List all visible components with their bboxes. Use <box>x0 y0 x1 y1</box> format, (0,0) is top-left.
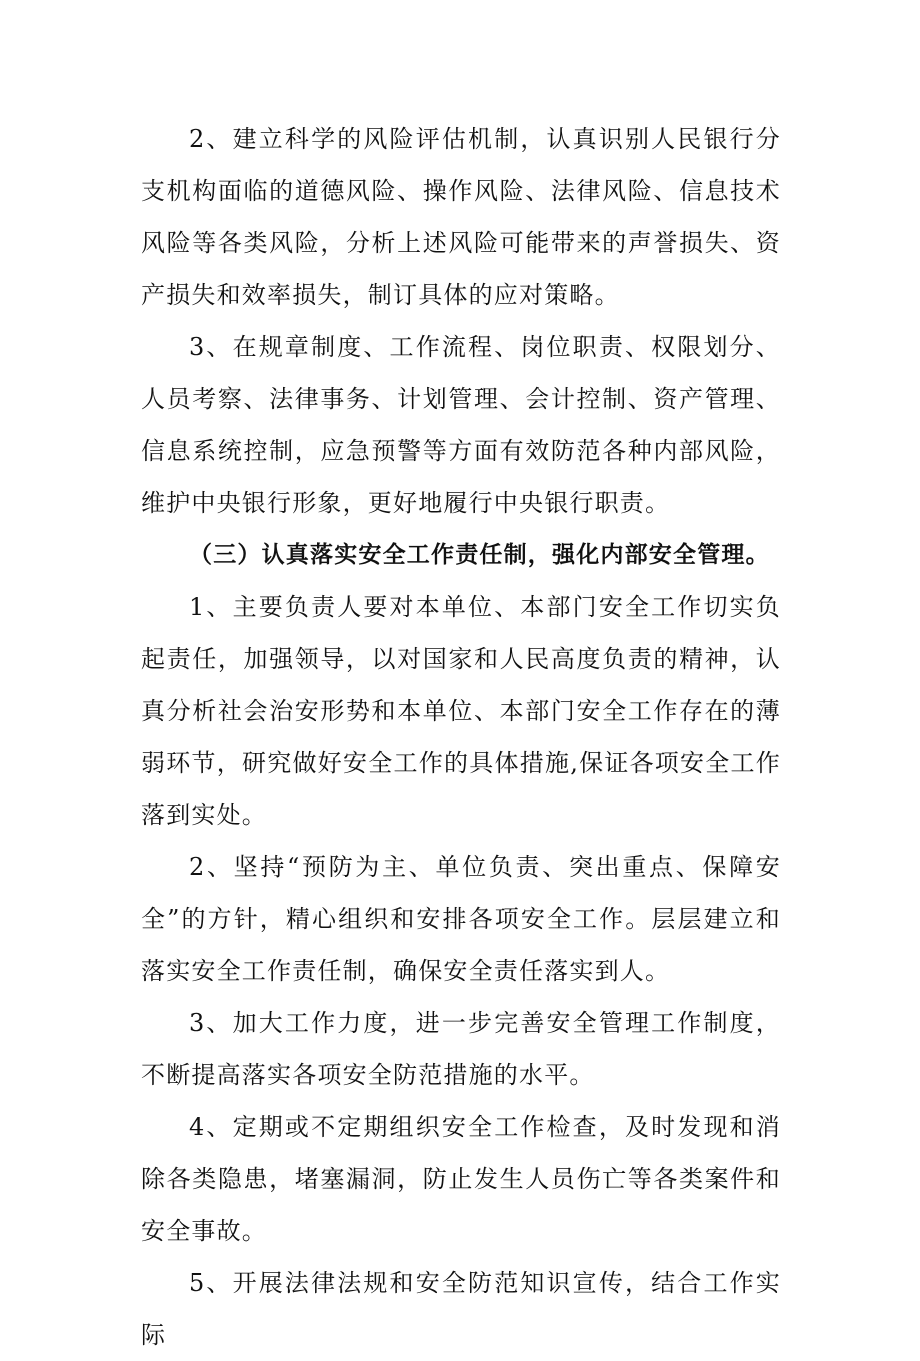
paragraph-prevention-policy: 2、坚持“预防为主、单位负责、突出重点、保障安全”的方针，精心组织和安排各项安全工作。层层建立和落实安全工作责任制，确保安全责任落实到人。 <box>141 853 781 985</box>
paragraph-safety-inspection: 4、定期或不定期组织安全工作检查，及时发现和消除各类隐患，堵塞漏洞，防止发生人员伤亡等各类案件和安全事故。 <box>141 1113 781 1245</box>
section-heading-safety-responsibility: （三）认真落实安全工作责任制，强化内部安全管理。 <box>189 542 770 568</box>
paragraph-law-publicity: 5、开展法律法规和安全防范知识宣传，结合工作实际 <box>141 1269 781 1349</box>
paragraph-internal-risk-prevention: 3、在规章制度、工作流程、岗位职责、权限划分、人员考察、法律事务、计划管理、会计控制、资产管理、信息系统控制，应急预警等方面有效防范各种内部风险，维护中央银行形象，更好地履行中央银行职责。 <box>141 333 781 517</box>
paragraph-risk-assessment: 2、建立科学的风险评估机制，认真识别人民银行分支机构面临的道德风险、操作风险、法律风险、信息技术风险等各类风险，分析上述风险可能带来的声誉损失、资产损失和效率损失，制订具体的应对策略。 <box>141 125 781 309</box>
document-body <box>141 113 781 1361</box>
paragraph-leader-responsibility: 1、主要负责人要对本单位、本部门安全工作切实负起责任，加强领导，以对国家和人民高度负责的精神，认真分析社会治安形势和本单位、本部门安全工作存在的薄弱环节，研究做好安全工作的具体措施,保证各项安全工作落到实处。 <box>141 593 781 829</box>
paragraph-strengthen-efforts: 3、加大工作力度，进一步完善安全管理工作制度，不断提高落实各项安全防范措施的水平。 <box>141 1009 781 1089</box>
